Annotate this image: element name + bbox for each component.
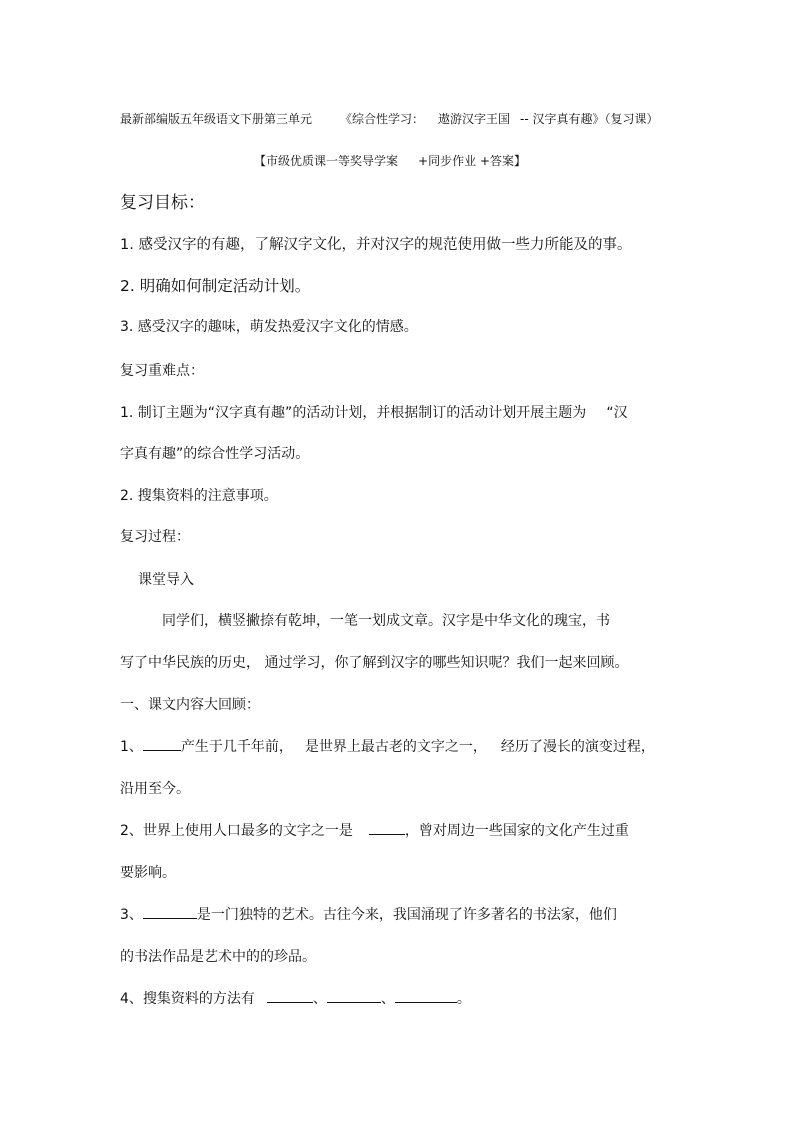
title-part-f: +同步作业 +答案】: [418, 154, 526, 168]
question-3-line-1: [120, 906, 617, 924]
question-4-text: 4、搜集资料的方法有: [120, 991, 255, 1007]
question-3-number: 3、: [120, 907, 143, 923]
answer-blank[interactable]: [395, 990, 457, 1003]
answer-blank[interactable]: [369, 822, 405, 835]
key-point-2: 2. 搜集资料的注意事项。: [120, 488, 278, 504]
question-1-line-2: 沿用至今。: [120, 781, 190, 797]
title-part-d: -- 汉字真有趣》（复习课）: [520, 112, 659, 126]
intro-heading: 课堂导入: [138, 572, 194, 588]
question-2-line-2: 要影响。: [120, 865, 176, 881]
question-1-number: 1、: [120, 739, 143, 755]
key-point-1-tail: “汉: [606, 405, 628, 421]
separator: 、: [312, 991, 327, 1007]
question-3-line-2: 的书法作品是艺术中的的珍品。: [120, 949, 316, 965]
title-part-a: 最新部编版五年级语文下册第三单元: [120, 112, 313, 126]
question-3-text: 是一门独特的艺术。古往今来，我国涌现了许多著名的书法家，他们: [196, 907, 617, 923]
key-points-heading: 复习重难点：: [120, 363, 204, 379]
goal-item-1: 1. 感受汉字的有趣，了解汉字文化，并对汉字的规范使用做一些力所能及的事。: [120, 237, 632, 253]
question-4-line-1: [120, 990, 471, 1008]
answer-blank[interactable]: [143, 738, 181, 751]
separator: 、: [380, 991, 395, 1007]
title-line-1: [120, 110, 659, 128]
process-heading: 复习过程：: [120, 529, 190, 545]
title-part-b: 《综合性学习：: [340, 112, 425, 126]
answer-blank[interactable]: [327, 990, 381, 1003]
question-1-line-1: [120, 738, 655, 756]
end-mark: 。: [456, 991, 471, 1007]
goal-item-2: 2. 明确如何制定活动计划。: [120, 277, 311, 295]
question-1-text-b: 是世界上最古老的文字之一，: [304, 739, 487, 755]
goals-heading: 复习目标：: [120, 193, 205, 213]
answer-blank[interactable]: [143, 906, 197, 919]
intro-line-2: 写了中华民族的历史， 通过学习，你了解到汉字的哪些知识呢？我们一起来回顾。: [120, 655, 629, 671]
key-point-1-line-2: 字真有趣”的综合性学习活动。: [120, 446, 310, 462]
answer-blank[interactable]: [267, 990, 313, 1003]
question-1-text-a: 产生于几千年前，: [180, 739, 293, 755]
question-2-line-1: [120, 822, 629, 840]
question-1-text-c: 经历了漫长的演变过程，: [500, 739, 655, 755]
goal-item-3: 3. 感受汉字的趣味，萌发热爱汉字文化的情感。: [120, 319, 418, 335]
review-heading: 一、课文内容大回顾：: [120, 697, 260, 713]
question-2-text-b: ，曾对周边一些国家的文化产生过重: [404, 823, 629, 839]
intro-line-1: 同学们，横竖撇捺有乾坤，一笔一划成文章。汉字是中华文化的瑰宝，书: [162, 613, 610, 629]
title-part-e: 【市级优质课一等奖导学案: [254, 154, 399, 168]
question-2-text-a: 2、世界上使用人口最多的文字之一是: [120, 823, 353, 839]
key-point-1-text: 1. 制订主题为“汉字真有趣”的活动计划，并根据制订的活动计划开展主题为: [120, 405, 587, 421]
title-line-2: [254, 152, 526, 170]
key-point-1-line-1: [120, 404, 628, 422]
title-part-c: 遨游汉字王国: [438, 112, 511, 126]
